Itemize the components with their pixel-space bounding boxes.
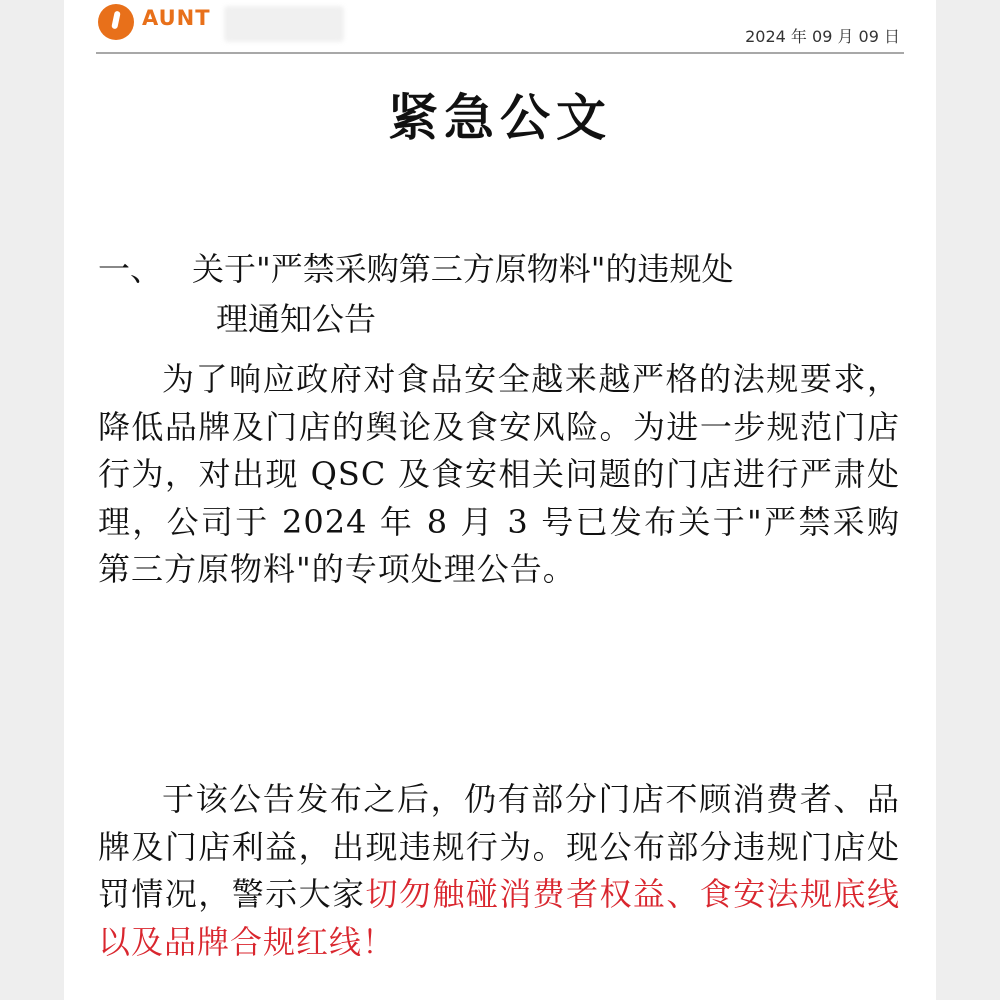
brand-logo-icon [98,4,134,40]
document-date: 2024 年 09 月 09 日 [745,27,900,46]
document-page [64,0,936,1000]
letterhead [96,0,904,54]
brand-logo-text: AUNT [142,6,211,30]
paragraph-1: 为了响应政府对食品安全越来越严格的法规要求，降低品牌及门店的舆论及食安风险。为进一步规范门店行为，对出现 QSC 及食安相关问题的门店进行严肃处理，公司于 2024 年 8 月 3 号已发布关于"严禁采购第三方原物料"的专项处理公告。 [98,360,900,588]
paragraph-2-text: 于该公告发布之后，仍有部分门店不顾消费者、品牌及门店利益，出现违规行为。现公布部分违规门店处罚情况，警示大家 [98,780,900,913]
section-number: 一、 [98,250,163,288]
paragraph-2-highlight: 切勿触碰消费者权益、食安法规底线以及品牌合规红线！ [98,875,900,961]
section-title-line2: 理通知公告 [216,300,377,338]
redacted-logo-area [224,6,344,42]
document-title: 紧急公文 [388,89,612,147]
paragraph-2 [98,776,900,966]
section-title-line1: 关于"严禁采购第三方原物料"的违规处 [192,250,734,288]
